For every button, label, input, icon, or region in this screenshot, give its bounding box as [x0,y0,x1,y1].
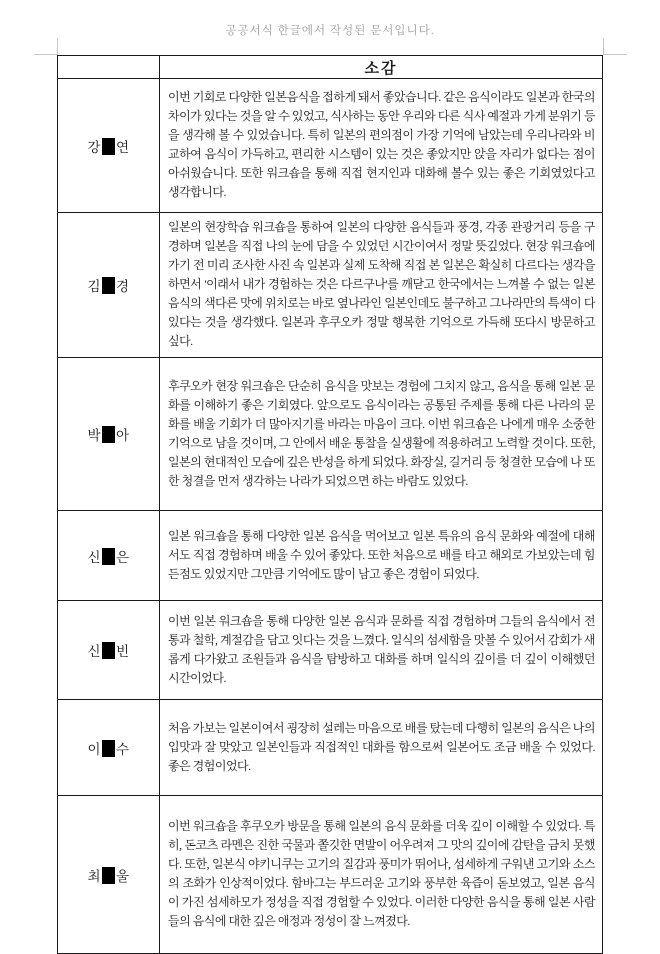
document-watermark: 공공서식 한글에서 작성된 문서입니다. [225,25,435,37]
author-name-first: 신 [87,644,101,659]
author-name-last: 아 [116,428,130,443]
author-name-first: 박 [87,428,101,443]
name-redaction-box [102,277,115,294]
table-row [58,601,603,700]
feedback-text: 일본의 현장학습 워크숍을 통하여 일본의 다양한 음식들과 풍경, 각종 관광거리 등을 구경하며 일본을 직접 나의 눈에 담을 수 있었던 시간이여서 정말 뜻깊었다. 현장 워크숍에 가기 전 미리 조사한 사진 속 일본과 실제 도착해 직접 본 일본은 확실히 다르다는 생각을 하면서 '이래서 내가 경험하는 것은 다르구나'를 깨닫고 한국에서는 느껴볼 수 없는 일본음식의 색다른 맛에 위치로는 바로 옆나라인 일본인데도 불구하고 그나라만의 특색이 다 있다는 것을 생각했다. 일본과 후쿠오카 정말 행복한 기억으로 가득해 또다시 방문하고 싶다. [168,220,595,348]
table-row [58,358,603,511]
feedback-text: 이번 일본 워크숍을 통해 다양한 일본 음식과 문화를 직접 경험하며 그들의 음식에서 전통과 철학, 계절감을 담고 잇다는 것을 느꼈다. 일식의 섬세함을 맛볼 수 있어서 감회가 새롭게 다가왔고 조원들과 음식을 탐방하고 대화를 하며 일식의 깊이를 더 깊이 이해했던 시간이었다. [168,613,595,685]
name-redaction-box [102,426,115,443]
author-name-cell [58,79,160,213]
author-name-last: 빈 [116,644,130,659]
author-name-first: 김 [87,279,101,294]
name-redaction-box [102,867,115,884]
feedback-text: 처음 가보는 일본이여서 굉장히 설레는 마음으로 배를 탔는데 다행히 일본의 음식은 나의 입맛과 잘 맞았고 일본인들과 직접적인 대화를 함으로써 일본어도 조금 배울 수 있었다. 좋은 경험이었다. [168,720,595,773]
feedback-table-body [58,79,603,954]
author-name-cell [58,796,160,954]
feedback-text: 후쿠오카 현장 워크숍은 단순히 음식을 맛보는 경험에 그치지 않고, 음식을 통해 일본 문화를 이해하기 좋은 기회였다. 앞으로도 음식이라는 공통된 주제를 통해 다른 나라의 문화를 배울 기회가 더 많아지기를 바라는 마음이 크다. 이번 워크숍은 나에게 매우 소중한 기억으로 남을 것이며, 그 안에서 배운 통찰을 실생활에 적용하려고 노력할 것이다. 또한, 일본의 현대적인 모습에 깊은 반성을 하게 되었다. 화장실, 길거리 등 청결한 모습에 나 또한 청결을 먼저 생각하는 나라가 되었으면 하는 바람도 있었다. [168,378,595,488]
author-name-last: 울 [116,868,130,884]
feedback-text-cell [160,213,603,358]
author-name-last: 경 [116,279,130,294]
page-corner-mark-left [34,38,58,55]
feedback-text: 일본 워크숍을 통해 다양한 일본 음식을 먹어보고 일본 특유의 음식 문화와 예절에 대해서도 직접 경험하며 배울 수 있어 좋았다. 또한 처음으로 배를 타고 해외로 가보았는데 힘든점도 있었지만 그만큼 기억에도 많이 남고 좋은 경험이 되었다. [168,528,595,581]
table-header-row [58,56,603,79]
author-name-cell [58,213,160,358]
page-corner-mark-right [603,38,627,55]
name-redaction-box [102,642,115,659]
feedback-table [57,55,603,954]
header-title: 소감 [160,56,603,79]
table-row [58,511,603,601]
author-name-first: 강 [87,139,101,155]
feedback-text-cell [160,700,603,796]
table-row [58,213,603,358]
feedback-text-cell [160,358,603,511]
table-row [58,796,603,954]
author-name-cell [58,511,160,601]
name-redaction-box [102,740,115,757]
author-name-last: 은 [116,549,130,565]
author-name-first: 신 [87,549,101,565]
feedback-text-cell [160,511,603,601]
table-row [58,700,603,796]
feedback-text-cell [160,79,603,213]
header-name-cell [58,56,160,79]
feedback-text: 이번 기회로 다양한 일본음식을 접하게 돼서 좋았습니다. 같은 음식이라도 일본과 한국의 차이가 있다는 것을 알 수 있었고, 식사하는 동안 우리와 다른 식사 예절과 가게 분위기 등을 생각해 볼 수 있었습니다. 특히 일본의 편의점이 가장 기억에 남았는데 우리나라와 비교하여 음식이 가득하고, 편리한 시스템이 있는 것은 좋았지만 앉을 자리가 없다는 점이 아쉬웠습니다. 또한 워크숍을 통해 직접 현지인과 대화해 볼수 있는 좋은 기회였었다고 생각합니다. [168,90,595,199]
table-row [58,79,603,213]
author-name-last: 연 [116,139,130,155]
author-name-first: 이 [87,741,101,757]
name-redaction-box [102,138,115,155]
author-name-first: 최 [87,868,101,884]
feedback-text: 이번 워크숍을 후쿠오카 방문을 통해 일본의 음식 문화를 더욱 깊이 이해할 수 있었다. 특히, 돈코츠 라멘은 진한 국물과 쫄깃한 면발이 어우려져 그 맛의 깊이에 감탄을 금치 못했다. 또한, 일본식 야키니쿠는 고기의 질감과 풍미가 뛰어나, 섬세하게 구워낸 고기와 소스의 조화가 인상적이었다. 함바그는 부드러운 고기와 풍부한 육즙이 돋보였고, 일본 음식이 가진 섬세하모가 정성을 직접 경험할 수 있었다. 이러한 다양한 음식을 통해 일본 사람들의 음식에 대한 깊은 애정과 정성이 잘 느껴졌다. [168,819,595,928]
feedback-text-cell [160,796,603,954]
author-name-last: 수 [116,741,130,757]
author-name-cell [58,358,160,511]
feedback-text-cell [160,601,603,700]
author-name-cell [58,601,160,700]
name-redaction-box [102,548,115,565]
author-name-cell [58,700,160,796]
